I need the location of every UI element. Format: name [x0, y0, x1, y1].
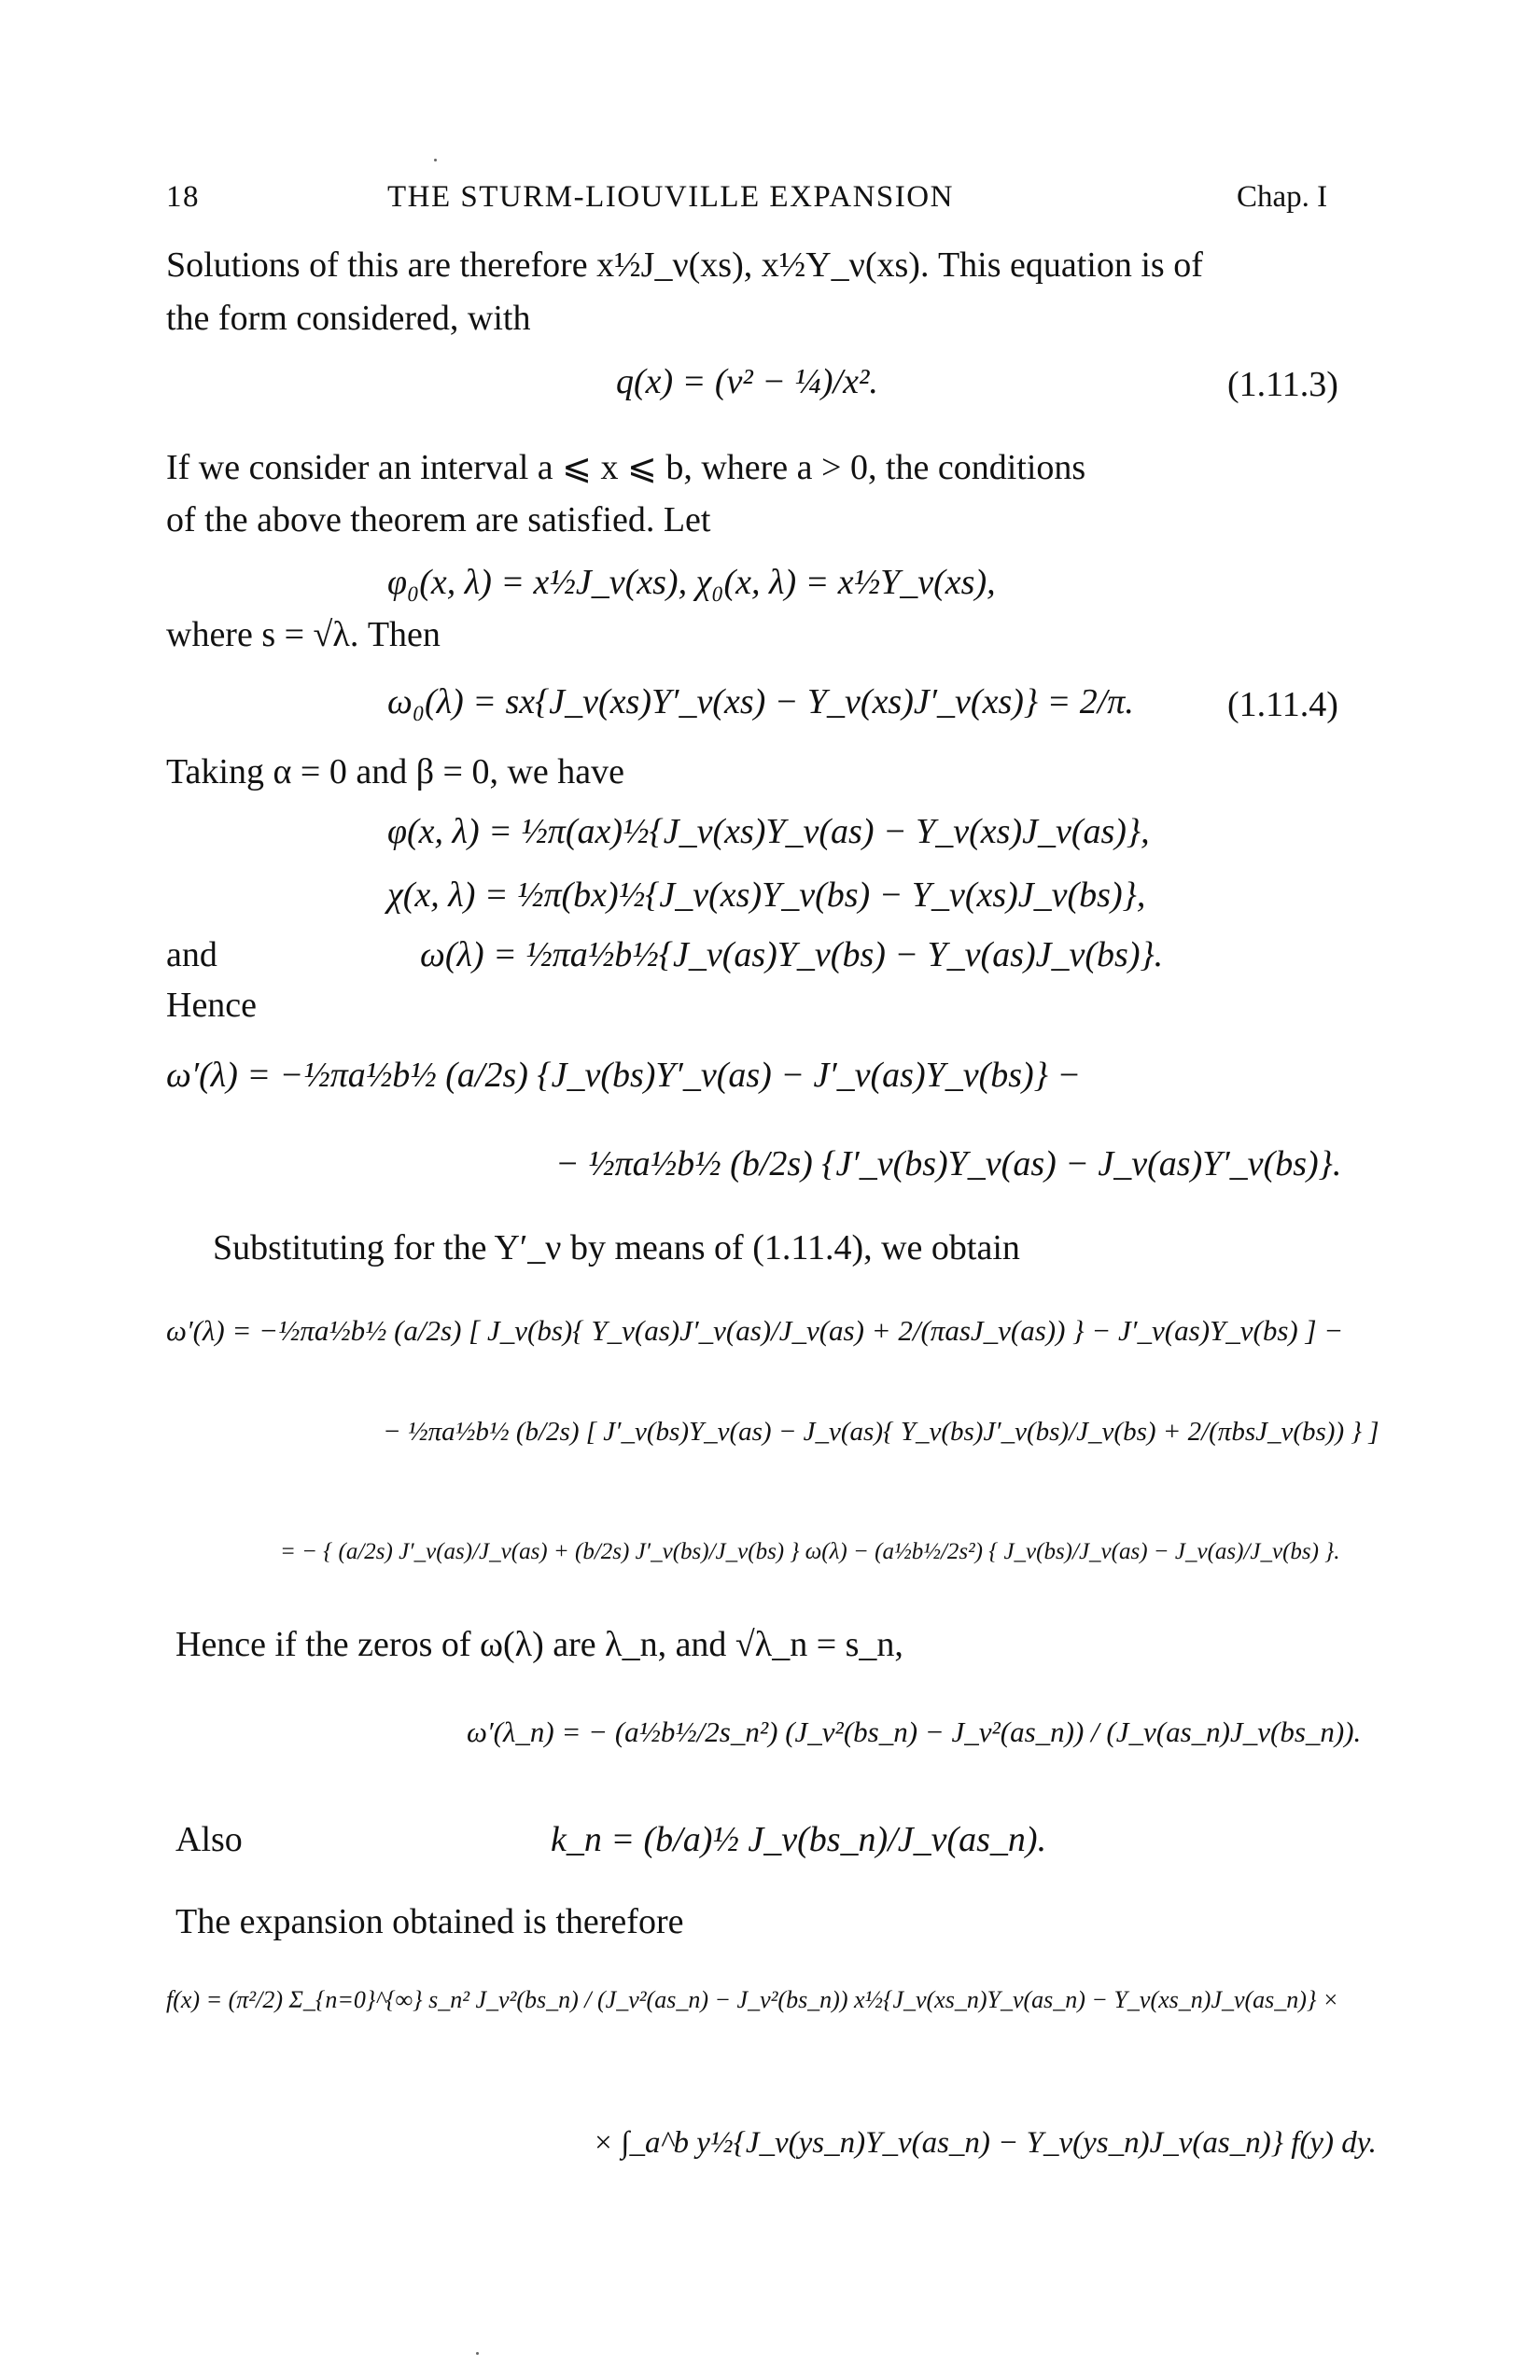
- equation: − ½πa½b½ (b/2s) [ J′_ν(bs)Y_ν(as) − J_ν(as){ Y_ν(bs)J′_ν(bs)/J_ν(bs) + 2/(πbsJ_ν(bs)) } ]: [383, 1417, 1379, 1447]
- equation: = − { (a/2s) J′_ν(as)/J_ν(as) + (b/2s) J′_ν(bs)/J_ν(bs) } ω(λ) − (a½b½/2s²) { J_ν(bs)/J_ν(as) − J_ν(as)/J_ν(bs) }.: [280, 1539, 1340, 1564]
- text-line: The expansion obtained is therefore: [175, 1902, 684, 1941]
- page-number: 18: [166, 180, 200, 214]
- equation: ω′(λ_n) = − (a½b½/2s_n²) (J_ν²(bs_n) − J_ν²(as_n)) / (J_ν(as_n)J_ν(bs_n)).: [467, 1715, 1362, 1748]
- text-line: the form considered, with: [166, 299, 531, 338]
- equation: × ∫_a^b y½{J_ν(ys_n)Y_ν(as_n) − Y_ν(ys_n)J_ν(as_n)} f(y) dy.: [593, 2126, 1377, 2160]
- text-line: If we consider an interval a ⩽ x ⩽ b, where a > 0, the conditions: [166, 448, 1086, 487]
- equation: ω₀(λ) = sx{J_ν(xs)Y′_ν(xs) − Y_ν(xs)J′_ν(xs)} = 2/π.: [387, 682, 1134, 721]
- text-line: Also: [175, 1820, 243, 1859]
- equation: ω(λ) = ½πa½b½{J_ν(as)Y_ν(bs) − Y_ν(as)J_ν(bs)}.: [420, 935, 1164, 974]
- equation: k_n = (b/a)½ J_ν(bs_n)/J_ν(as_n).: [551, 1820, 1047, 1859]
- equation: q(x) = (ν² − ¼)/x².: [616, 362, 878, 401]
- equation: ω′(λ) = −½πa½b½ (a/2s) {J_ν(bs)Y′_ν(as) − J′_ν(as)Y_ν(bs)} −: [166, 1056, 1082, 1095]
- equation: φ(x, λ) = ½π(ax)½{J_ν(xs)Y_ν(as) − Y_ν(xs)J_ν(as)},: [387, 812, 1150, 851]
- print-speck: [476, 2352, 479, 2355]
- text-line: Substituting for the Y′_ν by means of (1.11.4), we obtain: [213, 1228, 1020, 1267]
- text-line: Solutions of this are therefore x½J_ν(xs), x½Y_ν(xs). This equation is of: [166, 245, 1203, 285]
- equation: φ₀(x, λ) = x½J_ν(xs), χ₀(x, λ) = x½Y_ν(xs),: [387, 563, 996, 602]
- equation: f(x) = (π²/2) Σ_{n=0}^{∞} s_n² J_ν²(bs_n) / (J_ν²(as_n) − J_ν²(bs_n)) x½{J_ν(xs_n)Y_ν(as_n) − Y_ν(xs_n)J_ν(as_n)} ×: [166, 1986, 1339, 2013]
- chapter-label: Chap. I: [1237, 180, 1328, 214]
- running-title: THE STURM-LIOUVILLE EXPANSION: [387, 180, 954, 214]
- text-line: Hence: [166, 986, 258, 1025]
- print-speck: [434, 159, 437, 161]
- text-line: and: [166, 935, 217, 974]
- equation: − ½πa½b½ (b/2s) {J′_ν(bs)Y_ν(as) − J_ν(as)Y′_ν(bs)}.: [555, 1144, 1342, 1183]
- text-line: Hence if the zeros of ω(λ) are λ_n, and √λ_n = s_n,: [175, 1625, 903, 1664]
- equation: ω′(λ) = −½πa½b½ (a/2s) [ J_ν(bs){ Y_ν(as)J′_ν(as)/J_ν(as) + 2/(πasJ_ν(as)) } − J′_ν(as)Y_ν(bs) ] −: [166, 1314, 1344, 1347]
- text-line: of the above theorem are satisfied. Let: [166, 500, 711, 539]
- equation-number: (1.11.3): [1227, 365, 1338, 404]
- text-line: where s = √λ. Then: [166, 615, 441, 654]
- equation-number: (1.11.4): [1227, 685, 1338, 724]
- text-line: Taking α = 0 and β = 0, we have: [166, 752, 624, 791]
- equation: χ(x, λ) = ½π(bx)½{J_ν(xs)Y_ν(bs) − Y_ν(xs)J_ν(bs)},: [387, 875, 1146, 915]
